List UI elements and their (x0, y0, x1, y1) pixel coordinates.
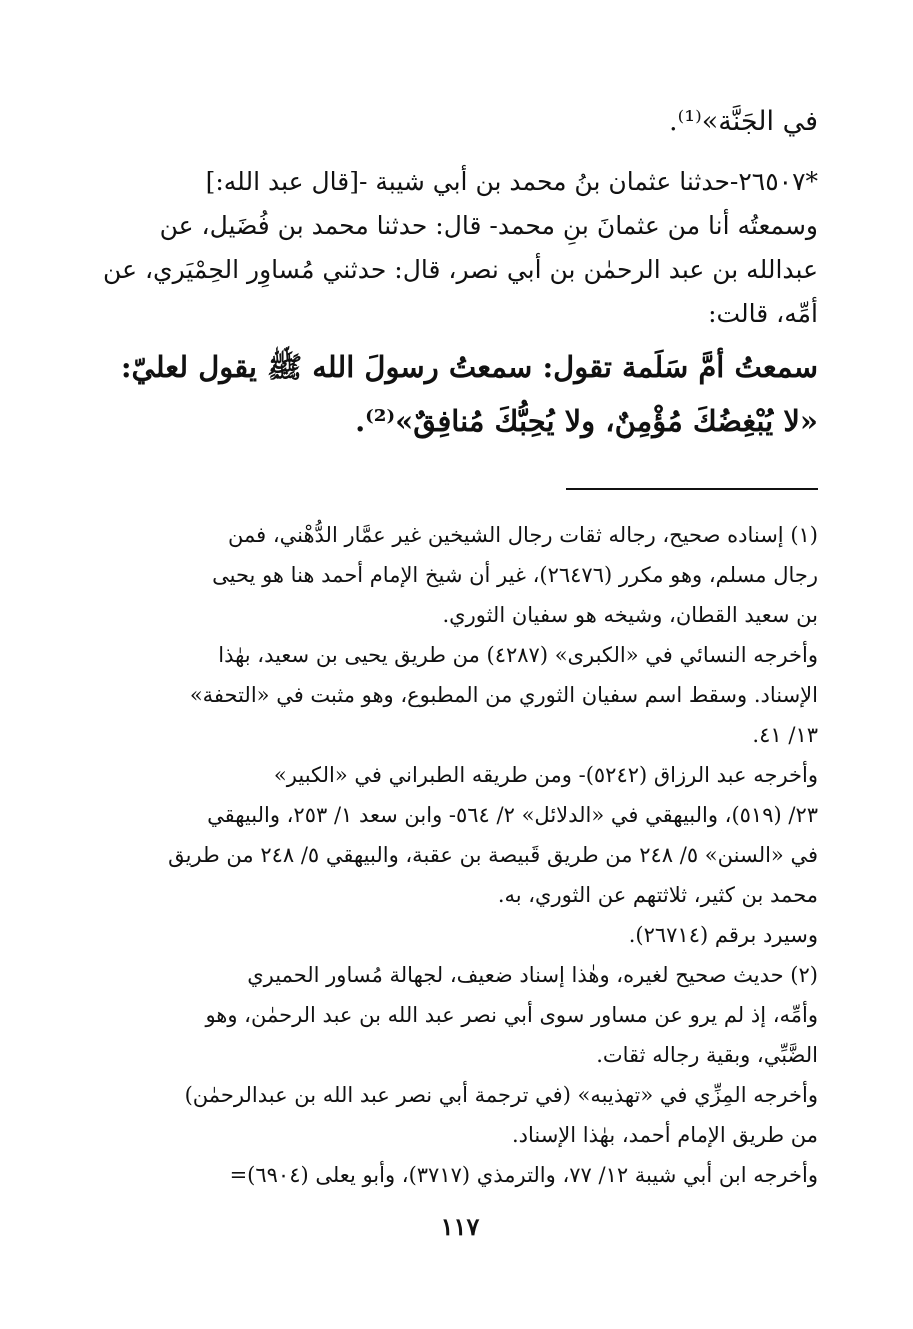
footnote-line: وأمِّه، إذ لم يرو عن مساور سوى أبي نصر عبد الله بن عبد الرحمٰن، وهو (205, 1003, 818, 1027)
text-line: وسمعتُه أنا من عثمانَ بنِ محمد- قال: حدثنا محمد بن فُضَيل، عن (159, 211, 818, 240)
hadith-line: سمعتُ أمَّ سَلَمة تقول: سمعتُ رسولَ الله ﷺ يقول لعليّ: (120, 350, 818, 384)
footnote-line: محمد بن كثير، ثلاثتهم عن الثوري، به. (497, 883, 818, 907)
text-line-continuation: في الجَنَّة»⁽¹⁾. (669, 106, 818, 137)
footnote-separator (566, 488, 818, 490)
footnote-line: وأخرجه ابن أبي شيبة ١٢/ ٧٧، والترمذي (٣٧١٧)، وأبو يعلى (٦٩٠٤)= (229, 1163, 818, 1187)
hadith-chain-paragraph (103, 160, 818, 336)
text-line: أمِّه، قالت: (708, 299, 818, 328)
footnote-line: ٢٣/ (٥١٩)، والبيهقي في «الدلائل» ٢/ ٥٦٤- وابن سعد ١/ ٢٥٣، والبيهقي (207, 803, 818, 827)
hadith-text (118, 340, 818, 448)
footnote-line: بن سعيد القطان، وشيخه هو سفيان الثوري. (442, 603, 818, 627)
footnote-line: في «السنن» ٥/ ٢٤٨ من طريق قَبيصة بن عقبة، والبيهقي ٥/ ٢٤٨ من طريق (168, 843, 818, 867)
footnote-line: وسيرد برقم (٢٦٧١٤). (628, 923, 818, 947)
main-text (118, 100, 818, 144)
footnote-line: من طريق الإمام أحمد، بهٰذا الإسناد. (511, 1123, 818, 1147)
text-line: عبدالله بن عبد الرحمٰن بن أبي نصر، قال: حدثني مُساوِر الحِمْيَري، عن (103, 255, 818, 284)
footnote-line: وأخرجه النسائي في «الكبرى» (٤٢٨٧) من طريق يحيى بن سعيد، بهٰذا (218, 643, 818, 667)
footnote-line: رجال مسلم، وهو مكرر (٢٦٤٧٦)، غير أن شيخ الإمام أحمد هنا هو يحيى (212, 563, 818, 587)
footnote-line: وأخرجه المِزِّي في «تهذيبه» (في ترجمة أبي نصر عبد الله بن عبدالرحمٰن) (184, 1083, 818, 1107)
footnote-line: ١٣/ ٤١. (752, 723, 818, 747)
footnotes (118, 515, 818, 1195)
footnote-line: وأخرجه عبد الرزاق (٥٢٤٢)- ومن طريقه الطبراني في «الكبير» (273, 763, 818, 787)
footnote-line: (٢) حديث صحيح لغيره، وهٰذا إسناد ضعيف، لجهالة مُساور الحميري (247, 963, 818, 987)
footnote-line: الضَّبِّي، وبقية رجاله ثقات. (596, 1043, 818, 1067)
page-number: ١١٧ (440, 1212, 480, 1241)
hadith-line: «لا يُبْغِضُكَ مُؤْمِنٌ، ولا يُحِبُّكَ مُنافِقٌ»⁽²⁾. (355, 404, 818, 438)
footnote-line: (١) إسناده صحيح، رجاله ثقات رجال الشيخين غير عمَّار الدُّهْني، فمن (227, 523, 818, 547)
text-line: *٢٦٥٠٧-حدثنا عثمان بنُ محمد بن أبي شيبة -[قال عبد الله:] (205, 167, 818, 196)
footnote-line: الإسناد. وسقط اسم سفيان الثوري من المطبوع، وهو مثبت في «التحفة» (189, 683, 818, 707)
